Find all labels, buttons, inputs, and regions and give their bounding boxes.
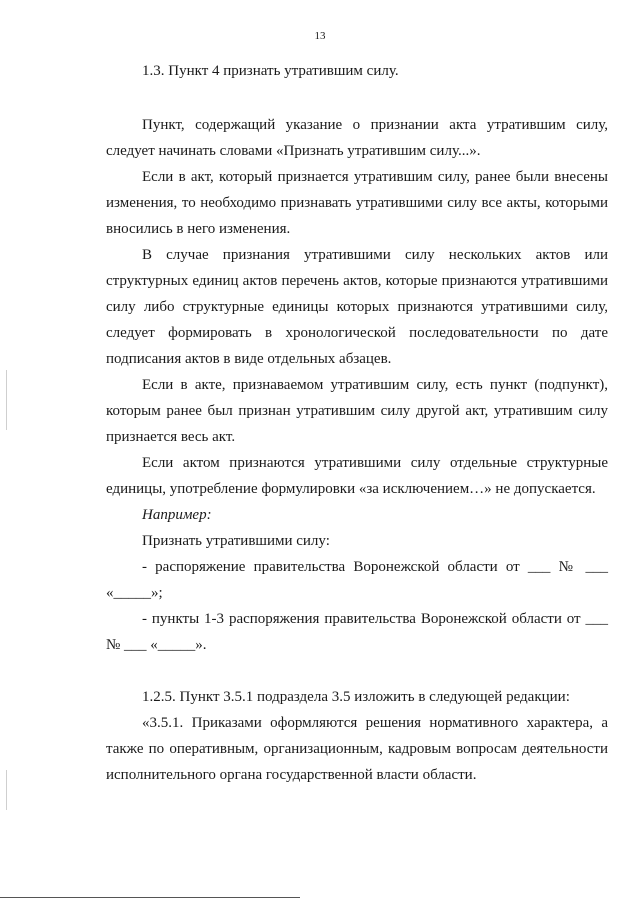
paragraph-exception: Если актом признаются утратившими силу отдельные структурные единицы, употребление формулировки «за исключением…» не допускается.	[106, 455, 608, 497]
paragraph-several-acts: В случае признания утратившими силу нескольких актов или структурных единиц актов перечень актов, которые признаются утратившими силу либо структурные единицы которых признаются утратившими силу, следует формировать в хронологической последовательности по дате подписания актов в виде отдельных абзацев.	[106, 247, 608, 367]
page-number: 13	[314, 30, 326, 42]
paragraph-instruction-start: Пункт, содержащий указание о признании акта утратившим силу, следует начинать словами «Признать утратившим силу...».	[106, 117, 608, 159]
paragraph-example-item-1: - распоряжение правительства Воронежской области от ___ № ___ «_____»;	[106, 559, 608, 601]
paragraph-1-3: 1.3. Пункт 4 признать утратившим силу.	[142, 63, 399, 79]
document-body	[106, 58, 608, 788]
paragraph-1-2-5: 1.2.5. Пункт 3.5.1 подраздела 3.5 изложить в следующей редакции:	[142, 689, 570, 705]
page-bottom-edge	[0, 897, 300, 898]
paragraph-amendments: Если в акт, который признается утратившим силу, ранее были внесены изменения, то необходимо признавать утратившими силу все акты, которыми вносились в него изменения.	[106, 169, 608, 237]
scan-margin-mark	[6, 770, 7, 810]
paragraph-3-5-1: «3.5.1. Приказами оформляются решения нормативного характера, а также по оперативным, организационным, кадровым вопросам деятельности исполнительного органа государственной власти области.	[106, 715, 608, 783]
paragraph-subpoint: Если в акте, признаваемом утратившим силу, есть пункт (подпункт), которым ранее был признан утратившим силу другой акт, утратившим силу признается весь акт.	[106, 377, 608, 445]
paragraph-example-item-2: - пункты 1-3 распоряжения правительства Воронежской области от ___ № ___ «_____».	[106, 611, 608, 653]
paragraph-example-label: Например:	[142, 507, 212, 523]
paragraph-example-intro: Признать утратившими силу:	[142, 533, 330, 549]
scan-margin-mark	[6, 370, 7, 430]
